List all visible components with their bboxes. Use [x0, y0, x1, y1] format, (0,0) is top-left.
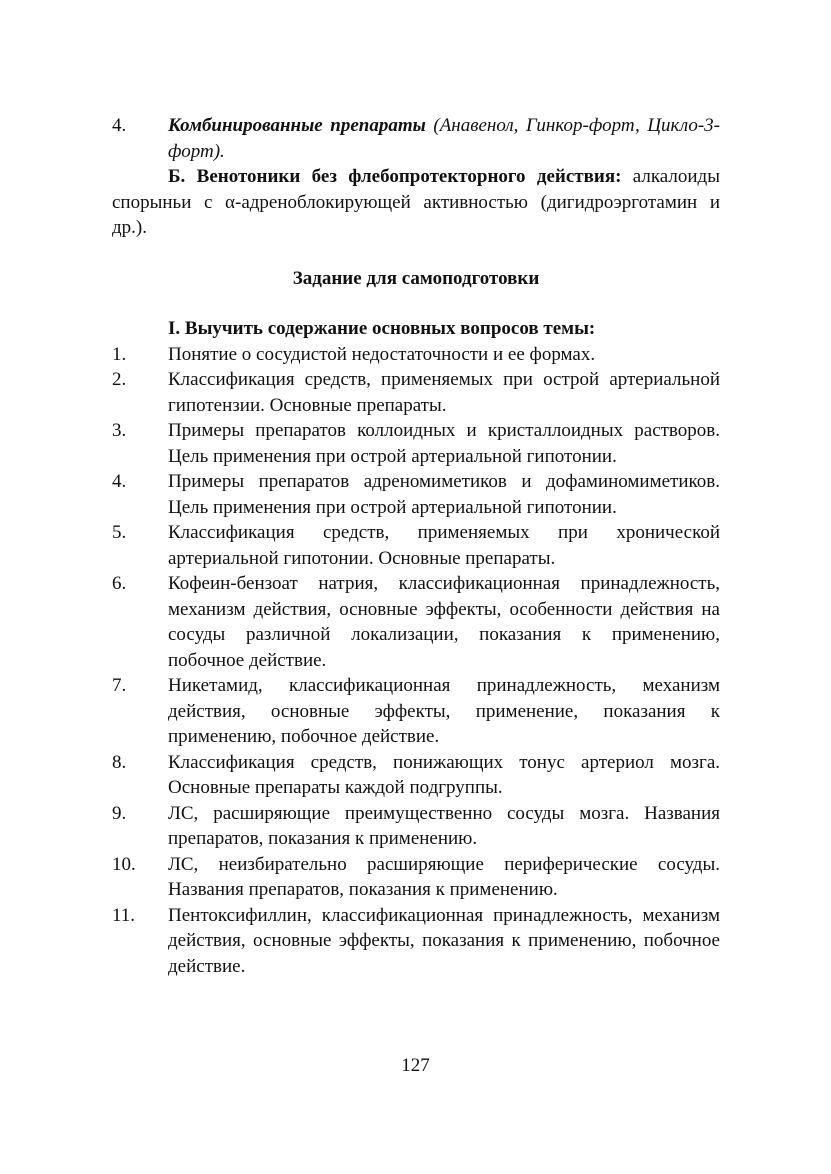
- list-item: [112, 801, 720, 852]
- list-item: [112, 903, 720, 980]
- section-b-title: Б. Венотоники без флебопротекторного действия:: [168, 166, 622, 187]
- section-heading: Задание для самоподготовки: [292, 267, 540, 289]
- list-item-text: Примеры препаратов коллоидных и кристаллоидных растворов. Цель применения при острой артериальной гипотонии.: [168, 420, 720, 467]
- section-subheading: I. Выучить содержание основных вопросов темы:: [168, 318, 596, 339]
- section-b-paragraph: [112, 164, 720, 241]
- list-item-text: ЛС, расширяющие преимущественно сосуды мозга. Названия препаратов, показания к применению.: [168, 802, 720, 849]
- list-item: [112, 418, 720, 469]
- list-item-text: Никетамид, классификационная принадлежность, механизм действия, основные эффекты, применение, показания к применению, побочное действие.: [168, 675, 720, 747]
- section-b-text: алкалоиды спорыньи с α-адреноблокирующей активностью (дигидроэрготамин и др.).: [112, 166, 720, 238]
- list-item-text: Классификация средств, применяемых при острой артериальной гипотензии. Основные препараты.: [168, 369, 720, 416]
- list-item-text: Классификация средств, понижающих тонус артериол мозга. Основные препараты каждой подгруппы.: [168, 751, 720, 798]
- page-content: [112, 113, 720, 979]
- list-item: [112, 367, 720, 418]
- list-item: [112, 852, 720, 903]
- list-item-text: Кофеин-бензоат натрия, классификационная принадлежность, механизм действия, основные эффекты, особенности действия на сосуды различной локализации, показания к применению, побочное действие.: [168, 573, 720, 671]
- list-item-number: 9.: [112, 802, 127, 824]
- list-item: [112, 673, 720, 750]
- list-item-number: 3.: [112, 420, 127, 441]
- list-item-text: Классификация средств, применяемых при хронической артериальной гипотонии. Основные препараты.: [168, 522, 720, 569]
- list-item: [112, 750, 720, 801]
- list-item-number: 5.: [112, 522, 127, 543]
- intro-item-4-rest: (Анавенол, Гинкор-форт, Цикло-3-форт).: [168, 115, 720, 162]
- list-item: [112, 571, 720, 673]
- list-item: [112, 342, 720, 368]
- intro-item-4-title: Комбинированные препараты: [168, 115, 426, 136]
- list-item-number: 10.: [112, 853, 136, 875]
- list-item-number: 7.: [112, 675, 127, 696]
- list-item-number: 1.: [112, 343, 127, 365]
- page-number: 127: [401, 1055, 430, 1076]
- intro-item-4-number: 4.: [112, 115, 127, 136]
- list-item-text: Пентоксифиллин, классификационная принадлежность, механизм действия, основные эффекты, показания к применению, побочное действие.: [168, 904, 720, 977]
- list-item-number: 4.: [112, 471, 127, 492]
- intro-item-4: [112, 113, 720, 164]
- list-item-number: 8.: [112, 751, 127, 773]
- list-item-text: ЛС, неизбирательно расширяющие периферические сосуды. Названия препаратов, показания к применению.: [168, 853, 720, 900]
- list-item-number: 2.: [112, 369, 127, 390]
- list-item: [112, 520, 720, 571]
- list-item-text: Примеры препаратов адреномиметиков и дофаминомиметиков. Цель применения при острой артериальной гипотонии.: [168, 471, 720, 518]
- intro-item-4-text: [168, 113, 720, 164]
- list-item: [112, 469, 720, 520]
- questions-list: [112, 342, 720, 980]
- list-item-number: 11.: [112, 904, 136, 926]
- list-item-number: 6.: [112, 573, 127, 594]
- list-item-text: Понятие о сосудистой недостаточности и ее формах.: [168, 343, 596, 365]
